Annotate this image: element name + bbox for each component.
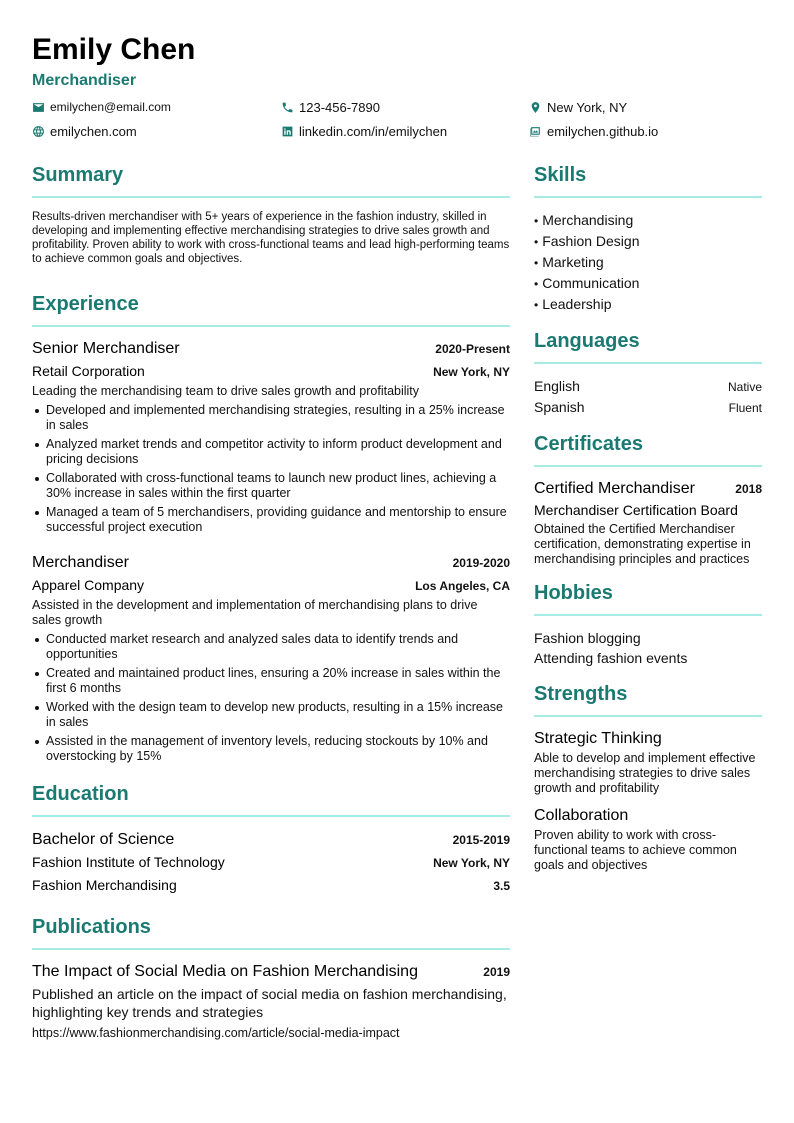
skill-item: • Communication: [534, 275, 640, 291]
skills-list: [534, 210, 762, 315]
contact-phone[interactable]: [281, 99, 380, 115]
languages-list: [534, 376, 762, 418]
strengths-list: [534, 729, 762, 873]
certificate-org: Merchandiser Certification Board: [534, 502, 738, 518]
strength-title: Collaboration: [534, 807, 629, 824]
education-degree: Bachelor of Science: [32, 831, 175, 848]
email-text: emilychen@email.com: [50, 100, 171, 114]
skill-item: • Merchandising: [534, 212, 634, 228]
publication-description: Published an article on the impact of social media on fashion merchandising, highlighting key trends and strategies: [32, 986, 507, 1020]
publication-entry: [32, 962, 510, 1041]
certificate-name: Certified Merchandiser: [534, 480, 695, 497]
summary-text: Results-driven merchandiser with 5+ years of experience in the fashion industry, skilled in developing and implementing effective merchandising strategies to drive sales growth and profitability. Proven ability to work with cross-functional teams and lead high-performing teams to achieve common goals and objectives.: [32, 211, 510, 265]
education-location: New York, NY: [433, 856, 510, 870]
hobby-item: Attending fashion events: [534, 650, 688, 666]
certificate-year: 2018: [735, 482, 762, 496]
bullet-icon: •: [534, 256, 539, 270]
job-bullet: Created and maintained product lines, ensuring a 20% increase in sales within the first 6 months: [32, 666, 510, 696]
bullet-icon: •: [534, 214, 539, 228]
language-level: Native: [727, 380, 762, 394]
skill-item: • Fashion Design: [534, 233, 640, 249]
job-bullet: Managed a team of 5 merchandisers, providing guidance and mentorship to ensure successful project execution: [32, 505, 510, 535]
publication-title: The Impact of Social Media on Fashion Merchandising: [32, 963, 418, 980]
language-level: Fluent: [728, 401, 762, 415]
language-name: Spanish: [534, 399, 585, 415]
education-entry: [32, 829, 510, 897]
contact-portfolio[interactable]: [529, 123, 658, 139]
education-heading: Education: [32, 782, 510, 817]
location-pin-icon: [529, 101, 542, 114]
job-bullet: Collaborated with cross-functional teams to launch new product lines, achieving a 30% increase in sales within the first quarter: [32, 471, 510, 501]
left-column: [32, 163, 510, 1041]
education-date: 2015-2019: [452, 833, 510, 847]
job-description: Assisted in the development and implementation of merchandising plans to drive sales growth: [32, 598, 478, 627]
right-column: [534, 163, 762, 883]
job-entry: [32, 339, 510, 535]
portfolio-text: emilychen.github.io: [547, 123, 659, 139]
strength-description: Able to develop and implement effective merchandising strategies to drive sales growth and profitability: [534, 751, 756, 795]
job-bullets: [32, 403, 510, 535]
location-text: New York, NY: [547, 99, 628, 115]
job-description: Leading the merchandising team to drive sales growth and profitability: [32, 384, 420, 398]
job-date: 2019-2020: [452, 556, 510, 570]
hobbies-heading: Hobbies: [534, 581, 762, 616]
languages-heading: Languages: [534, 329, 762, 364]
job-entry: [32, 553, 510, 764]
job-bullets: [32, 632, 510, 764]
job-bullet: Worked with the design team to develop new products, resulting in a 15% increase in sales: [32, 700, 510, 730]
job-bullet: Developed and implemented merchandising strategies, resulting in a 25% increase in sales: [32, 403, 510, 433]
job-location: Los Angeles, CA: [415, 579, 510, 593]
contact-website[interactable]: [32, 123, 137, 139]
skills-heading: Skills: [534, 163, 762, 198]
bullet-icon: •: [534, 235, 539, 249]
linkedin-text: linkedin.com/in/emilychen: [299, 123, 448, 139]
job-bullet: Analyzed market trends and competitor activity to inform product development and pricing decisions: [32, 437, 510, 467]
hobbies-list: [534, 628, 762, 668]
phone-text: 123-456-7890: [299, 99, 380, 115]
education-school: Fashion Institute of Technology: [32, 854, 225, 870]
skill-item: • Marketing: [534, 254, 604, 270]
job-title: Merchandiser: [32, 554, 129, 571]
mail-icon: [32, 101, 45, 114]
job-bullet: Conducted market research and analyzed sales data to identify trends and opportunities: [32, 632, 510, 662]
job-title: Senior Merchandiser: [32, 340, 180, 357]
language-item: [534, 397, 762, 418]
publications-heading: Publications: [32, 915, 510, 950]
resume-page: [32, 32, 762, 1040]
certificates-heading: Certificates: [534, 432, 762, 467]
language-item: [534, 376, 762, 397]
contact-email[interactable]: [32, 99, 171, 115]
experience-heading: Experience: [32, 292, 510, 327]
bullet-icon: •: [534, 298, 539, 312]
contact-bar: [32, 99, 762, 149]
certificate-entry: [534, 479, 762, 567]
job-location: New York, NY: [433, 365, 510, 379]
education-field: Fashion Merchandising: [32, 877, 177, 893]
job-company: Apparel Company: [32, 577, 145, 593]
linkedin-icon: [281, 125, 294, 138]
bullet-icon: •: [534, 277, 539, 291]
publication-year: 2019: [483, 965, 510, 979]
website-text: emilychen.com: [50, 123, 137, 139]
summary-heading: Summary: [32, 163, 510, 198]
publication-url[interactable]: https://www.fashionmerchandising.com/article/social-media-impact: [32, 1026, 400, 1040]
portfolio-icon: [529, 125, 542, 138]
contact-linkedin[interactable]: [281, 123, 447, 139]
language-name: English: [534, 378, 580, 394]
strength-title: Strategic Thinking: [534, 730, 662, 747]
strength-description: Proven ability to work with cross-functional teams to achieve common goals and objectives: [534, 828, 737, 872]
globe-icon: [32, 125, 45, 138]
candidate-role: Merchandiser: [32, 72, 137, 89]
strengths-heading: Strengths: [534, 682, 762, 717]
job-date: 2020-Present: [435, 342, 510, 356]
phone-icon: [281, 101, 294, 114]
job-company: Retail Corporation: [32, 363, 145, 379]
candidate-name: Emily Chen: [32, 33, 196, 66]
hobby-item: Fashion blogging: [534, 630, 641, 646]
contact-location: [529, 99, 627, 115]
education-gpa: 3.5: [493, 879, 510, 893]
job-bullet: Assisted in the management of inventory levels, reducing stockouts by 10% and overstocking by 15%: [32, 734, 510, 764]
certificate-description: Obtained the Certified Merchandiser certification, demonstrating expertise in merchandising principles and practices: [534, 522, 751, 566]
skill-item: • Leadership: [534, 296, 612, 312]
